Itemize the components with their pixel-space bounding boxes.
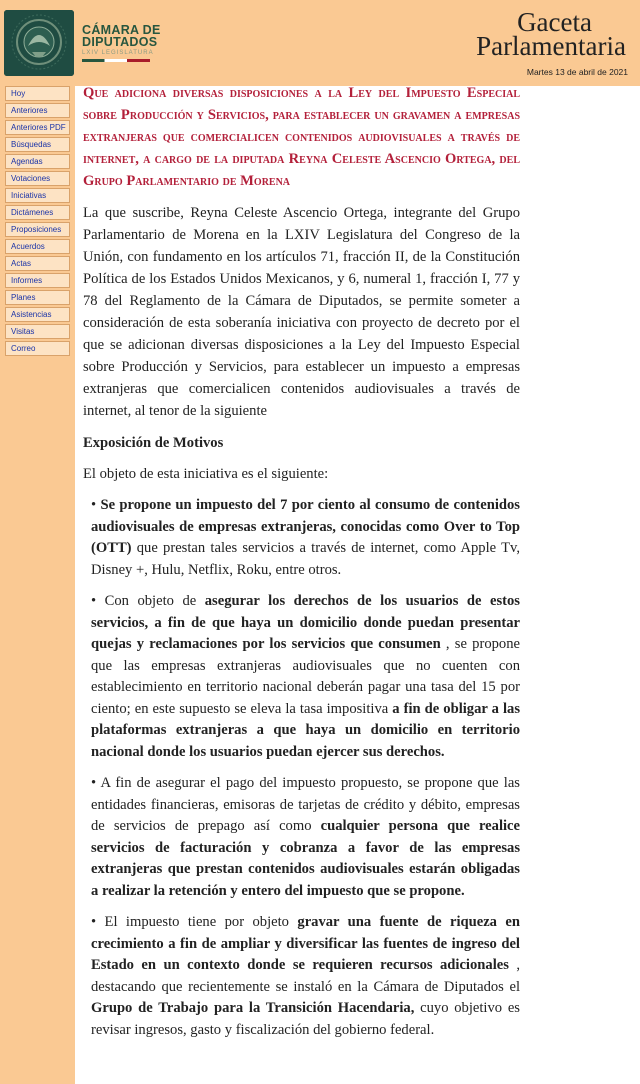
sidebar-item-actas[interactable]: Actas	[5, 256, 70, 271]
objective-paragraph: El objeto de esta iniciativa es el siguiente:	[83, 466, 329, 482]
issue-date: Martes 13 de abril de 2021	[526, 67, 628, 77]
sidebar-item-correo[interactable]: Correo	[5, 341, 70, 356]
sidebar-item-iniciativas[interactable]: Iniciativas	[5, 188, 70, 203]
bullet-bold-text: gravar una fuente de riqueza en crecimiento a fin de ampliar y diversificar las fuentes de ingreso del Estado en un contexto donde se requieren recursos adicionales	[91, 914, 520, 973]
sidebar-item-votaciones[interactable]: Votaciones	[5, 171, 70, 186]
document-title: Que adiciona diversas disposiciones a la Ley del Impuesto Especial sobre Producción y Servicios, para establecer un gravamen a empresas extranjeras que comercialicen contenidos audiovisuales a través de internet, a cargo de la diputada Reyna Celeste Ascencio Ortega, del Grupo Parlamentario de Morena	[83, 85, 520, 189]
main-content	[83, 82, 520, 1051]
section-heading: Exposición de Motivos	[83, 435, 224, 451]
bullet-bold-text: asegurar los derechos de los usuarios de estos servicios, a fin de que haya un domicilio donde puedan presentar quejas y reclamaciones por los servicios que consumen	[91, 593, 520, 652]
intro-paragraph: La que suscribe, Reyna Celeste Ascencio Ortega, integrante del Grupo Parlamentario de Morena en la LXIV Legislatura del Congreso de la Unión, con fundamento en los artículos 71, fracción II, de la Constitución Política de los Estados Unidos Mexicanos, y 6, numeral 1, fracción I, 77 y 78 del Reglamento de la Cámara de Diputados, se permite someter a consideración de esta soberanía iniciativa con proyecto de decreto por el que se adicionan diversas disposiciones a la Ley del Impuesto Especial sobre Producción y Servicios, para establecer un impuesto a empresas extranjeras que comercialicen contenidos audiovisuales a través de internet, al tenor de la siguiente	[83, 205, 520, 419]
bullet-item-withholding	[91, 773, 520, 902]
bullet-item-user-rights	[91, 591, 520, 763]
bullet-text: cuyo objetivo es revisar ingresos, gasto y fiscalización del gobierno federal.	[91, 1000, 520, 1038]
bullet-text: , destacando que recientemente se instaló en la Cámara de Diputados el	[91, 957, 521, 995]
header	[0, 0, 640, 86]
sidebar-item-busquedas[interactable]: Búsquedas	[5, 137, 70, 152]
bullet-bold-text: a fin de obligar a las plataformas extranjeras a que haya un domicilio en territorio nacional donde los usuarios puedan ejercer sus derechos.	[91, 700, 520, 760]
gaceta-title-line1: Gaceta	[517, 7, 592, 37]
sidebar-nav	[0, 86, 75, 356]
bullet-bold-text: cualquier persona que realice servicios de facturación y cobranza a favor de las empresas extranjeras que prestan contenidos audiovisuales estarán obligadas a realizar la retención y entero del impuesto que se propone.	[91, 818, 521, 899]
gaceta-title-line2: Parlamentaria	[476, 31, 626, 61]
sidebar-item-planes[interactable]: Planes	[5, 290, 70, 305]
logo-line-legislatura: LXIV LEGISLATURA	[82, 50, 154, 56]
bullet-bold-text: Grupo de Trabajo para la Transición Hacendaria,	[91, 1000, 415, 1016]
logo-tricolor-rule	[82, 59, 150, 62]
camara-emblem-icon[interactable]	[4, 10, 74, 76]
sidebar-item-agendas[interactable]: Agendas	[5, 154, 70, 169]
sidebar	[0, 86, 75, 1084]
logo-line-camara: CÁMARA DE	[82, 23, 161, 37]
sidebar-item-anteriores[interactable]: Anteriores	[5, 103, 70, 118]
sidebar-item-anteriores-pdf[interactable]: Anteriores PDF	[5, 120, 70, 135]
sidebar-item-proposiciones[interactable]: Proposiciones	[5, 222, 70, 237]
logo-line-diputados: DIPUTADOS	[82, 35, 158, 49]
sidebar-item-asistencias[interactable]: Asistencias	[5, 307, 70, 322]
bullet-text: , se propone que las empresas extranjeras audiovisuales que no cuenten con establecimiento en territorio nacional deberán pagar una tasa del 15 por ciento; en este supuesto se eleva la tasa impositiva	[91, 636, 520, 717]
bullet-item-tax-rate	[91, 495, 520, 581]
bullet-text: •	[91, 497, 101, 513]
sidebar-item-visitas[interactable]: Visitas	[5, 324, 70, 339]
bullet-text: que prestan tales servicios a través de internet, como Apple Tv, Disney +, Hulu, Netflix, Roku, entre otros.	[91, 540, 520, 578]
bullet-text: • El impuesto tiene por objeto	[91, 914, 298, 930]
sidebar-item-informes[interactable]: Informes	[5, 273, 70, 288]
gaceta-title	[476, 7, 626, 61]
bullet-text: • Con objeto de	[91, 593, 205, 609]
bullet-item-objective	[91, 912, 520, 1041]
sidebar-item-hoy[interactable]: Hoy	[5, 86, 70, 101]
bullet-text: • A fin de asegurar el pago del impuesto propuesto, se propone que las entidades financieras, emisoras de tarjetas de crédito y débito, empresas de servicios de prepago así como	[91, 775, 520, 834]
bullet-bold-text: Se propone un impuesto del 7 por ciento al consumo de contenidos audiovisuales de empresas extranjeras, conocidas como Over to Top (OTT)	[91, 497, 520, 556]
sidebar-item-dictamenes[interactable]: Dictámenes	[5, 205, 70, 220]
sidebar-item-acuerdos[interactable]: Acuerdos	[5, 239, 70, 254]
camara-logo[interactable]	[82, 24, 161, 62]
